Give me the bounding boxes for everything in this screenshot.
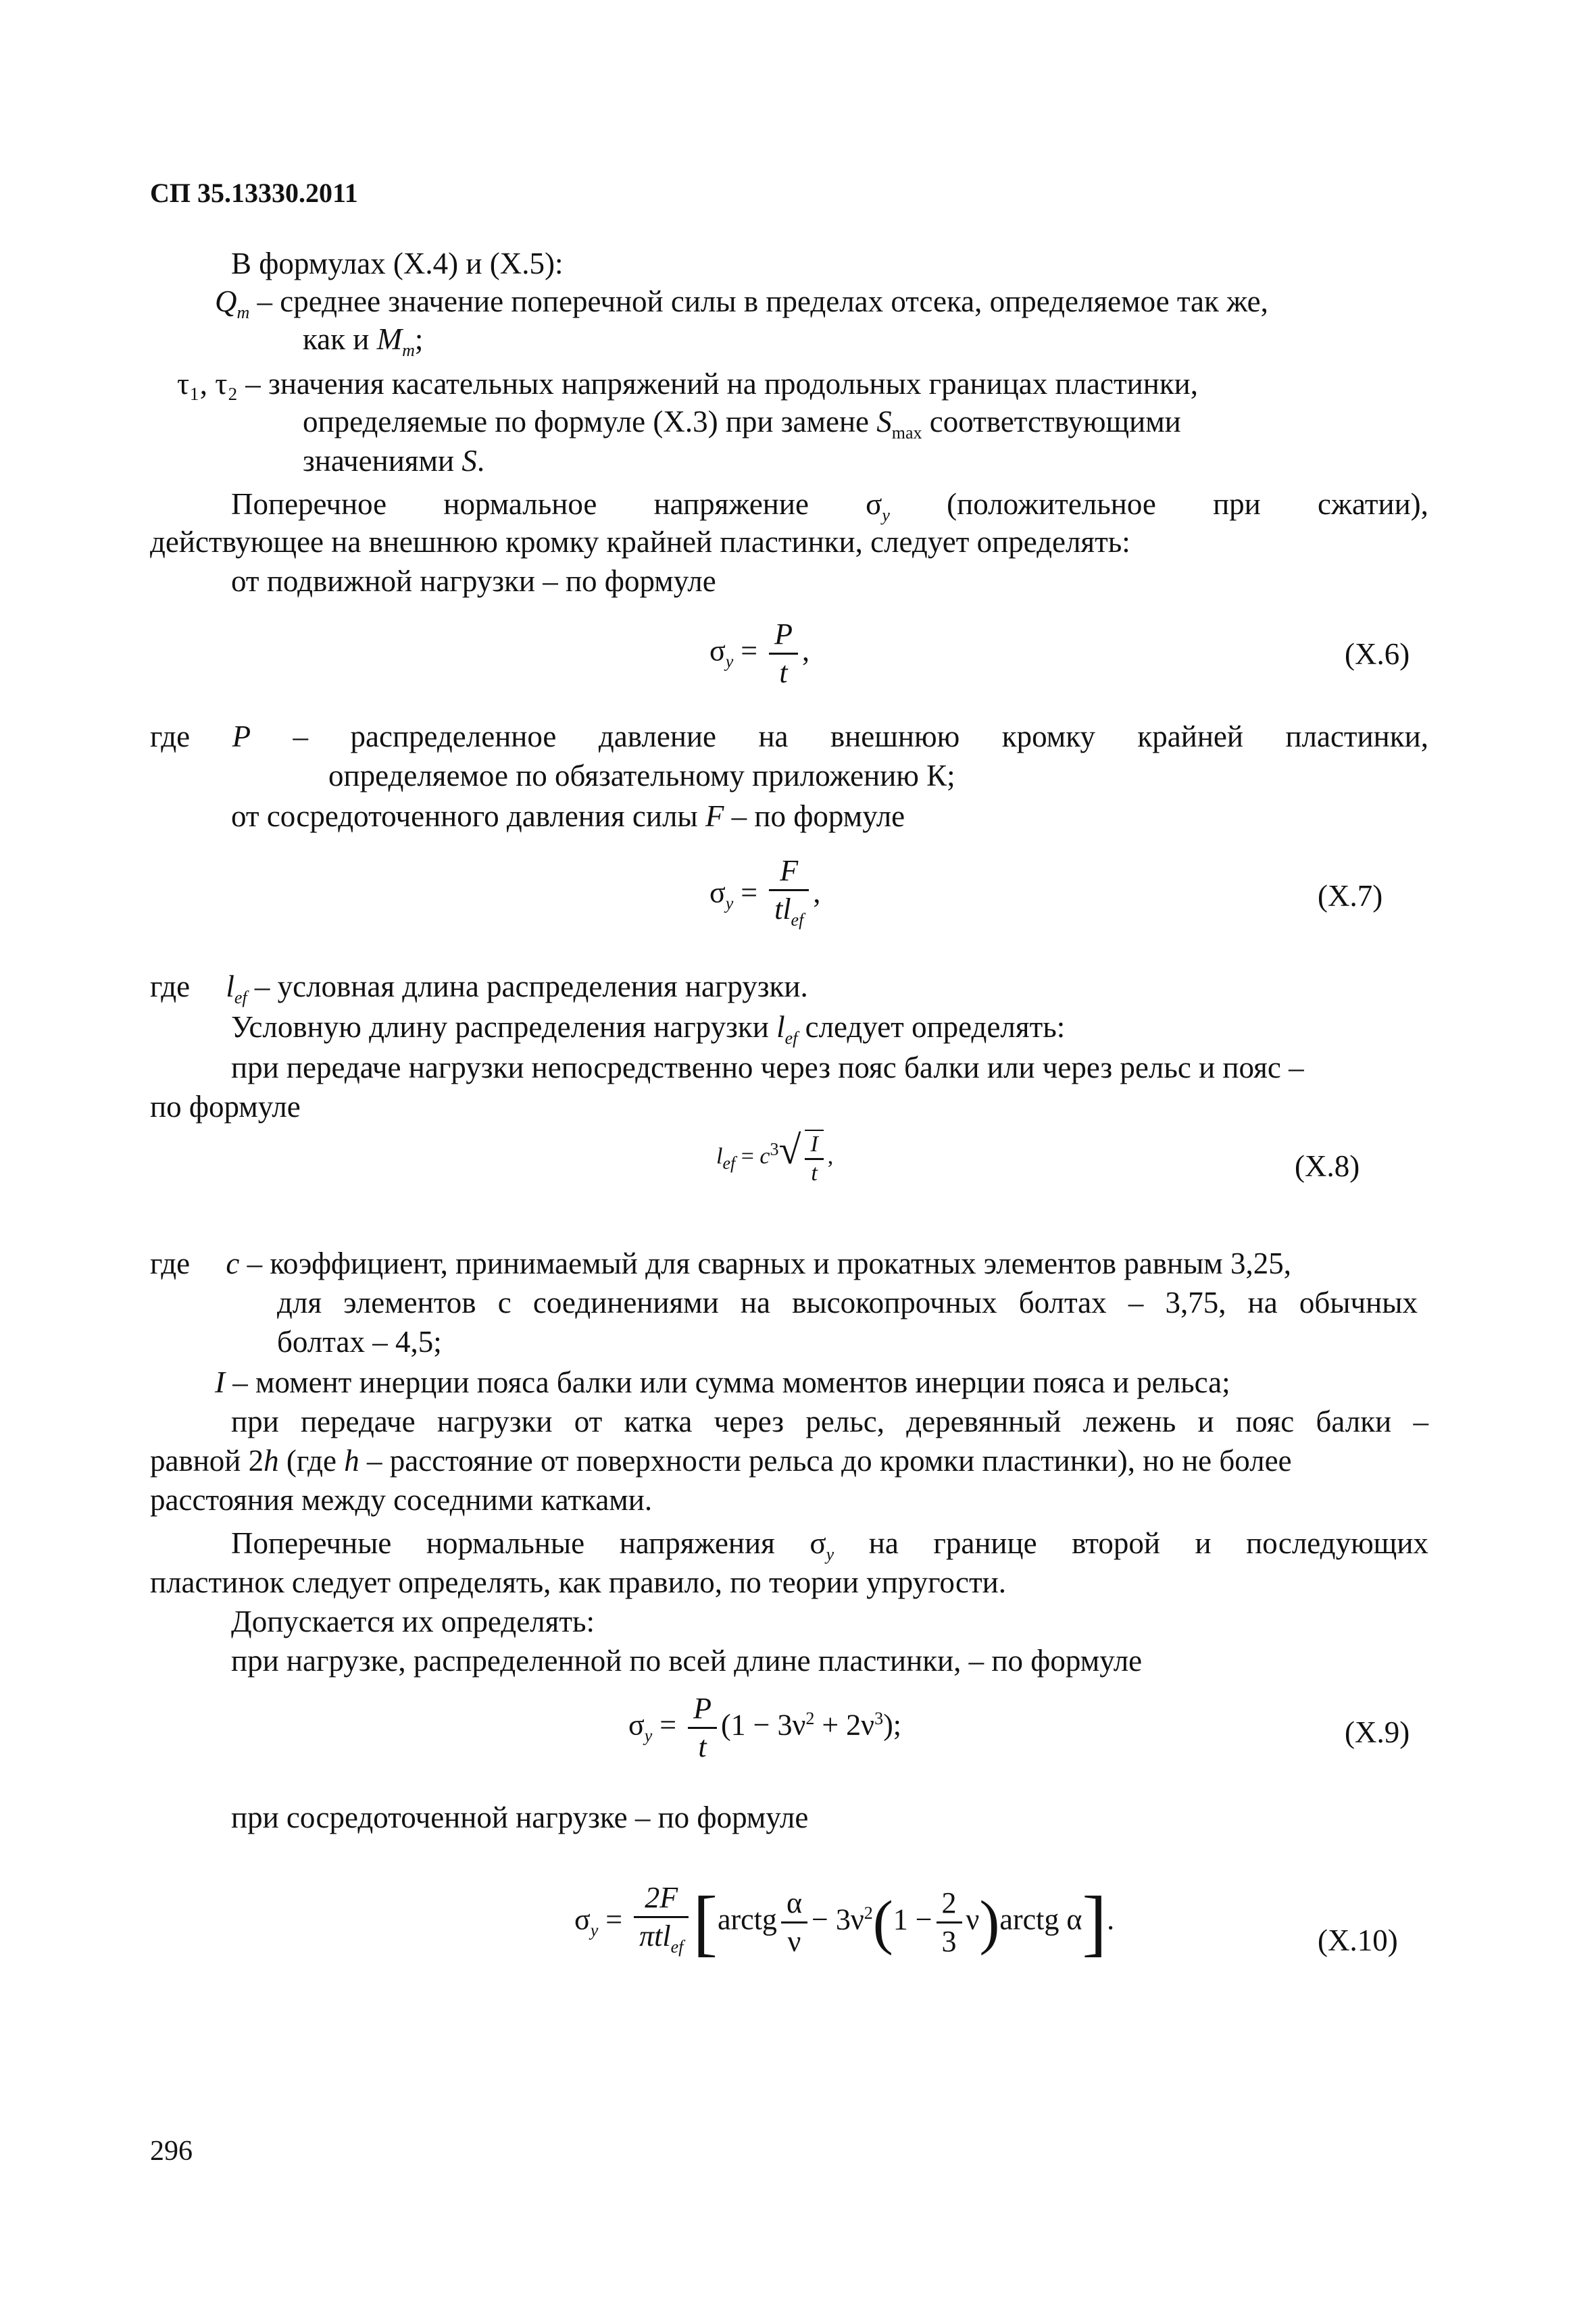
subscript: m: [236, 303, 250, 322]
word: соединениями: [532, 1286, 719, 1319]
word: высокопрочных: [792, 1286, 997, 1319]
word: для: [277, 1286, 322, 1319]
page-number: 296: [150, 2136, 193, 2167]
word: деревянный: [906, 1405, 1062, 1438]
equals-sign: =: [741, 876, 758, 909]
text: определяемые по формуле (Х.3) при замене: [303, 405, 877, 438]
text-line: [231, 1642, 1142, 1680]
word: через: [714, 1405, 784, 1438]
fraction: [769, 616, 798, 691]
denominator: t: [811, 1160, 818, 1186]
symbol: σ: [809, 1526, 826, 1560]
numerator: α: [781, 1885, 807, 1923]
word: –: [1128, 1286, 1144, 1319]
symbol: S: [462, 444, 477, 478]
text: ;: [414, 322, 424, 356]
subscript: y: [725, 651, 734, 672]
symbol: I: [215, 1365, 225, 1399]
word: кромку: [1001, 720, 1095, 753]
formula-number: (Х.7): [1318, 879, 1383, 913]
symbol: h: [344, 1444, 359, 1478]
text-line: [231, 797, 905, 835]
text: от подвижной нагрузки – по формуле: [231, 564, 716, 598]
word: последующих: [1246, 1526, 1428, 1560]
text-line: [303, 442, 484, 480]
subscript: y: [725, 893, 734, 913]
formula-number: (Х.6): [1345, 637, 1410, 671]
word: давление: [598, 720, 716, 753]
numerator: 2F: [634, 1880, 689, 1918]
text: при сосредоточенной нагрузке – по формуле: [231, 1801, 809, 1834]
word: пластинки,: [1285, 720, 1428, 753]
word: при: [1213, 487, 1261, 521]
symbol: F: [705, 799, 724, 833]
function-name: arctg: [718, 1903, 777, 1936]
word: элементов: [343, 1286, 476, 1319]
root-index: 3: [770, 1139, 779, 1159]
sigma-symbol: σ: [709, 876, 726, 909]
text-line: [231, 245, 563, 282]
word: с: [497, 1286, 512, 1319]
punctuation: ,: [827, 1144, 834, 1169]
coefficient: c: [759, 1144, 770, 1169]
formula-x7: [709, 853, 820, 938]
denominator: 3: [941, 1925, 957, 1958]
expression: + 2ν: [814, 1708, 875, 1742]
numerator: I: [805, 1131, 823, 1160]
fraction: [769, 853, 809, 938]
word: второй: [1072, 1526, 1160, 1560]
left-paren: (: [872, 1889, 893, 1956]
formula-x9: [628, 1690, 901, 1765]
text-line: [277, 1284, 1418, 1322]
word: где: [150, 1247, 191, 1280]
formula-x8: [716, 1127, 833, 1187]
denominator: [769, 891, 809, 938]
text-line: [231, 562, 716, 600]
word: напряжения: [619, 1526, 775, 1560]
text: В формулах (Х.4) и (Х.5):: [231, 247, 564, 280]
expression: 1 −: [893, 1903, 932, 1936]
expression: ν: [966, 1903, 980, 1936]
word: –: [293, 720, 309, 753]
text-line: [277, 1323, 442, 1361]
equals-sign: =: [605, 1903, 623, 1936]
symbol: l: [776, 1010, 785, 1044]
subscript: y: [644, 1726, 653, 1746]
subscript: y: [882, 505, 890, 525]
text-line: [150, 523, 1130, 561]
text-line: [328, 757, 955, 795]
word: нормальное: [443, 487, 597, 521]
word: болтах: [1018, 1286, 1107, 1319]
text: – условная длина распределения нагрузки.: [247, 970, 808, 1003]
word: Поперечные: [231, 1526, 392, 1560]
exponent: 2: [864, 1903, 873, 1923]
punctuation: ,: [813, 876, 821, 909]
symbol: σ: [866, 487, 882, 521]
word: пояс: [1235, 1405, 1295, 1438]
word: и: [1195, 1526, 1212, 1560]
denominator-base: tl: [774, 892, 791, 926]
word: 3,75,: [1165, 1286, 1226, 1319]
word: передаче: [300, 1405, 416, 1438]
text-line: [231, 1799, 808, 1836]
fraction: [805, 1130, 823, 1187]
text: .: [476, 444, 485, 478]
denominator-base: πtl: [639, 1919, 671, 1953]
document-header: СП 35.13330.2011: [150, 178, 358, 208]
text-line: [150, 1442, 1292, 1480]
exponent: 2: [805, 1708, 815, 1728]
word: лежень: [1082, 1405, 1176, 1438]
text: – среднее значение поперечной силы в пределах отсека, определяемое так же,: [249, 284, 1268, 318]
word: балки: [1316, 1405, 1392, 1438]
subscript: ef: [670, 1936, 684, 1957]
text-line: [177, 365, 1198, 403]
text: Условную длину распределения нагрузки: [231, 1010, 777, 1044]
text-line: [231, 1403, 1428, 1440]
text-line: [150, 1563, 1006, 1601]
equals-sign: =: [741, 634, 758, 668]
subscript: ef: [784, 1028, 798, 1048]
text: – по формуле: [724, 799, 905, 833]
root-sign: √: [778, 1128, 801, 1172]
formula-number: (Х.10): [1318, 1923, 1398, 1957]
word: напряжение: [653, 487, 809, 521]
word: крайней: [1137, 720, 1243, 753]
word: где: [150, 970, 191, 1003]
text: следует определять:: [797, 1010, 1066, 1044]
numerator: 2: [937, 1885, 962, 1923]
text: как и: [303, 322, 377, 356]
subscript: y: [590, 1920, 599, 1940]
word: рельс,: [805, 1405, 884, 1438]
punctuation: ,: [801, 634, 809, 668]
word: –: [1413, 1405, 1428, 1438]
fraction: [634, 1880, 689, 1965]
text-line: [150, 718, 1428, 755]
right-bracket: ]: [1082, 1881, 1107, 1963]
word: от: [574, 1405, 603, 1438]
fraction: [781, 1885, 807, 1960]
function-name: arctg α: [999, 1903, 1082, 1936]
text-line: [150, 1244, 1291, 1282]
word: на: [740, 1286, 770, 1319]
fraction: [937, 1885, 962, 1960]
formula-number: (Х.9): [1345, 1715, 1410, 1749]
text: пластинок следует определять, как правило, по теории упругости.: [150, 1565, 1007, 1599]
text: τ₁, τ₂ – значения касательных напряжений на продольных границах пластинки,: [177, 367, 1199, 401]
word: и: [1197, 1405, 1214, 1438]
symbol: h: [264, 1444, 279, 1478]
subscript: m: [402, 341, 415, 360]
word: сжатии),: [1317, 487, 1428, 521]
text-line: [215, 1363, 1230, 1401]
symbol: S: [876, 405, 892, 438]
word: при: [231, 1405, 279, 1438]
text: при нагрузке, распределенной по всей длине пластинки, – по формуле: [231, 1644, 1143, 1678]
denominator: t: [779, 656, 788, 689]
text: по формуле: [150, 1090, 301, 1124]
formula-number: (Х.8): [1295, 1149, 1360, 1183]
equals-sign: =: [659, 1708, 677, 1742]
exponent: 3: [874, 1708, 884, 1728]
word: нормальные: [426, 1526, 585, 1560]
text-line: [150, 1088, 301, 1126]
text: (где: [278, 1444, 345, 1478]
sigma-symbol: σ: [628, 1708, 645, 1742]
subscript: y: [826, 1544, 834, 1564]
symbol: l: [716, 1144, 723, 1169]
text: – расстояние от поверхности рельса до кромки пластинки), но не более: [359, 1444, 1292, 1478]
text: соответствующими: [922, 405, 1181, 438]
word: распределенное: [350, 720, 557, 753]
sigma-symbol: σ: [709, 634, 726, 668]
text: расстояния между соседними катками.: [150, 1483, 653, 1517]
text: – момент инерции пояса балки или сумма моментов инерции пояса и рельса;: [225, 1365, 1230, 1399]
text: при передаче нагрузки непосредственно через пояс балки или через рельс и пояс –: [231, 1051, 1304, 1084]
symbol: c: [226, 1247, 240, 1280]
numerator: P: [769, 616, 798, 655]
word: внешнюю: [830, 720, 960, 753]
subscript: max: [891, 423, 922, 443]
word: на: [758, 720, 789, 753]
equals-sign: =: [741, 1144, 754, 1169]
expression: − 3ν: [812, 1903, 864, 1936]
numerator: F: [769, 853, 809, 891]
text-line: [303, 320, 423, 370]
text: от сосредоточенного давления силы: [231, 799, 705, 833]
word: обычных: [1299, 1286, 1418, 1319]
subscript: ef: [234, 988, 247, 1007]
text: равной 2: [150, 1444, 264, 1478]
text: Допускается их определять:: [231, 1605, 595, 1638]
word: на: [868, 1526, 899, 1560]
formula-x10: [574, 1880, 1114, 1965]
word: границе: [933, 1526, 1037, 1560]
text-line: [150, 1481, 652, 1519]
word: где: [150, 720, 191, 753]
symbol: M: [376, 322, 403, 356]
expression: );: [883, 1708, 901, 1742]
symbol: l: [226, 970, 234, 1003]
symbol: P: [232, 720, 251, 753]
text: значениями: [303, 444, 462, 478]
subscript: ef: [722, 1153, 736, 1173]
text: определяемое по обязательному приложению К;: [328, 759, 955, 793]
word: нагрузки: [437, 1405, 553, 1438]
word: Поперечное: [231, 487, 387, 521]
punctuation: .: [1107, 1903, 1115, 1936]
denominator: [634, 1918, 689, 1965]
expression: (1 − 3ν: [720, 1708, 806, 1742]
subscript: ef: [791, 909, 804, 930]
numerator: P: [688, 1690, 717, 1729]
text-line: [231, 1049, 1304, 1086]
right-paren: ): [979, 1889, 1000, 1956]
symbol: Q: [215, 284, 237, 318]
word: на: [1247, 1286, 1278, 1319]
denominator: ν: [787, 1925, 801, 1958]
left-bracket: [: [693, 1881, 718, 1963]
text: действующее на внешнюю кромку крайней пластинки, следует определять:: [150, 525, 1130, 559]
text: – коэффициент, принимаемый для сварных и прокатных элементов равным 3,25,: [239, 1247, 1292, 1280]
text: болтах – 4,5;: [277, 1325, 442, 1359]
word: катка: [624, 1405, 693, 1438]
fraction: [688, 1690, 717, 1765]
denominator: t: [698, 1730, 707, 1763]
word: (положительное: [947, 487, 1156, 521]
formula-x6: [709, 616, 809, 691]
sigma-symbol: σ: [574, 1903, 591, 1936]
text-line: [231, 1603, 595, 1640]
